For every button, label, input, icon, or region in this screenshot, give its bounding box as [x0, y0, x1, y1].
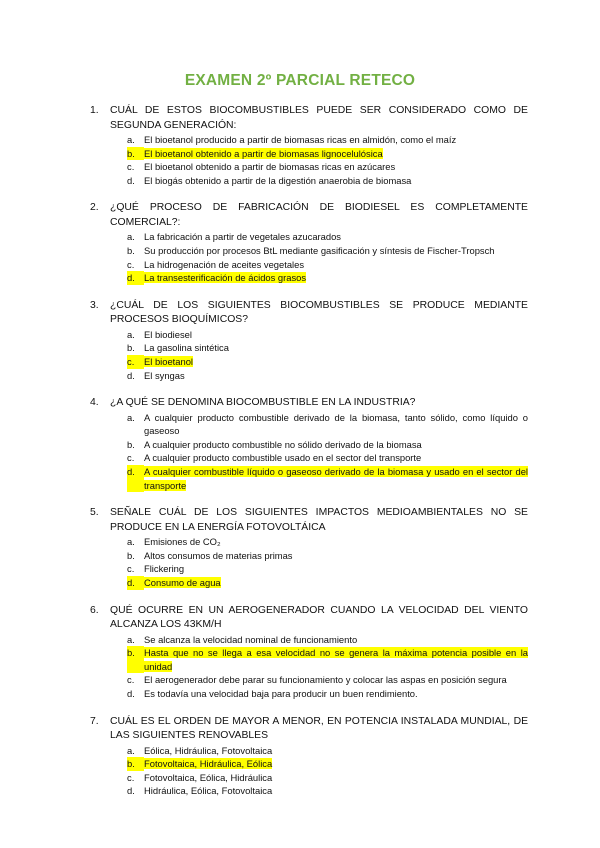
option-letter: a.	[127, 231, 135, 243]
option-letter: b.	[127, 438, 135, 450]
option-letter: a.	[127, 744, 135, 756]
answer-options	[127, 744, 528, 798]
question-text: SEÑALE CUÁL DE LOS SIGUIENTES IMPACTOS MEDIOAMBIENTALES NO SE PRODUCE EN LA ENERGÍA FOTOVOLTÁICA	[110, 507, 528, 533]
option-text: Hidráulica, Eólica, Fotovoltaica	[144, 785, 273, 797]
option-letter: d.	[127, 465, 144, 492]
option-text: A cualquier producto combustible derivado de la biomasa, tanto sólido, como líquido o gaseoso	[144, 411, 528, 437]
option-text: La hidrogenación de aceites vegetales	[144, 258, 305, 270]
option-text-wrap	[144, 451, 528, 465]
option-text-wrap	[144, 633, 528, 647]
answer-option	[127, 230, 528, 244]
answer-option	[127, 673, 528, 687]
option-letter: c.	[127, 563, 135, 575]
option-text: El bioetanol obtenido a partir de biomasas ricas en azúcares	[144, 161, 396, 173]
option-text-wrap	[144, 687, 528, 701]
option-letter: c.	[127, 771, 135, 783]
option-text: El aerogenerador debe parar su funcionamiento y colocar las aspas en posición segura	[144, 674, 507, 686]
option-text: El syngas	[144, 369, 185, 381]
answer-option	[127, 147, 528, 161]
question-text: ¿CUÁL DE LOS SIGUIENTES BIOCOMBUSTIBLES SE PRODUCE MEDIANTE PROCESOS BIOQUÍMICOS?	[110, 299, 528, 326]
option-text-wrap	[144, 784, 528, 798]
option-text: A cualquier producto combustible usado en el sector del transporte	[144, 452, 422, 464]
option-text: Emisiones de CO₂	[144, 536, 221, 548]
answer-options	[127, 633, 528, 701]
option-text: La gasolina sintética	[144, 342, 229, 354]
answer-option	[127, 271, 528, 285]
answer-option	[127, 438, 528, 452]
option-letter: b.	[127, 147, 144, 161]
page-title: EXAMEN 2º PARCIAL RETECO	[184, 72, 416, 89]
answer-option	[127, 369, 528, 383]
option-text: Fotovoltaica, Eólica, Hidráulica	[144, 771, 273, 783]
answer-option	[127, 576, 528, 590]
question-row	[90, 506, 528, 535]
answer-option	[127, 258, 528, 272]
question-1	[90, 104, 528, 187]
option-text-wrap	[144, 258, 528, 272]
option-text: El bioetanol producido a partir de biomasas ricas en almidón, como el maíz	[144, 134, 457, 145]
option-letter: d.	[127, 174, 135, 186]
question-row	[90, 604, 528, 633]
option-text: Es todavía una velocidad baja para producir un buen rendimiento.	[144, 687, 418, 699]
answer-options	[127, 411, 528, 493]
question-number: 4.	[90, 397, 99, 409]
question-text: ¿QUÉ PROCESO DE FABRICACIÓN DE BIODIESEL ES COMPLETAMENTE COMERCIAL?:	[110, 202, 528, 228]
question-text: CUÁL DE ESTOS BIOCOMBUSTIBLES PUEDE SER CONSIDERADO COMO DE SEGUNDA GENERACIÓN:	[110, 105, 528, 131]
answer-options	[127, 535, 528, 589]
option-letter: c.	[127, 258, 135, 270]
highlighted-correct-answer: Hasta que no se llega a esa velocidad no se genera la máxima potencia posible en la unidad	[144, 647, 528, 672]
question-number: 3.	[90, 299, 99, 311]
question-row	[90, 201, 528, 230]
option-text-wrap	[144, 230, 528, 244]
option-text-wrap	[144, 771, 528, 785]
question-list	[90, 104, 528, 798]
answer-option	[127, 465, 528, 492]
highlighted-correct-answer: El bioetanol	[144, 355, 193, 367]
option-text-wrap	[144, 328, 528, 342]
option-letter: c.	[127, 452, 135, 464]
option-letter: b.	[127, 757, 144, 771]
option-text-wrap	[144, 341, 528, 355]
answer-option	[127, 646, 528, 673]
answer-option	[127, 244, 528, 258]
answer-options	[127, 328, 528, 382]
option-letter: a.	[127, 536, 135, 548]
option-text-wrap	[144, 576, 528, 590]
question-row	[90, 299, 528, 328]
answer-option	[127, 133, 528, 147]
question-4	[90, 396, 528, 492]
option-text: Flickering	[144, 563, 185, 575]
option-text-wrap	[144, 355, 528, 369]
answer-option	[127, 771, 528, 785]
option-text-wrap	[144, 438, 528, 452]
answer-option	[127, 341, 528, 355]
question-3	[90, 299, 528, 382]
answer-option	[127, 562, 528, 576]
option-text-wrap	[144, 244, 528, 258]
option-text-wrap	[144, 369, 528, 383]
question-text: ¿A QUÉ SE DENOMINA BIOCOMBUSTIBLE EN LA INDUSTRIA?	[110, 397, 416, 409]
option-text-wrap	[144, 174, 528, 188]
question-5	[90, 506, 528, 589]
question-row	[90, 715, 528, 744]
option-text-wrap	[144, 133, 528, 147]
option-text: Altos consumos de materias primas	[144, 549, 293, 561]
option-text-wrap	[144, 147, 528, 161]
option-letter: d.	[127, 271, 144, 285]
highlighted-correct-answer: Consumo de agua	[144, 576, 221, 588]
answer-option	[127, 687, 528, 701]
option-text: Se alcanza la velocidad nominal de funcionamiento	[144, 633, 358, 645]
highlighted-correct-answer: Fotovoltaica, Hidráulica, Eólica	[144, 758, 273, 770]
option-letter: b.	[127, 342, 135, 354]
answer-option	[127, 784, 528, 798]
question-text: QUÉ OCURRE EN UN AEROGENERADOR CUANDO LA VELOCIDAD DEL VIENTO ALCANZA LOS 43KM/H	[110, 604, 528, 631]
answer-options	[127, 133, 528, 187]
answer-option	[127, 451, 528, 465]
option-text: Eólica, Hidráulica, Fotovoltaica	[144, 744, 273, 756]
option-letter: a.	[127, 328, 135, 340]
question-6	[90, 604, 528, 701]
highlighted-correct-answer: La transesterificación de ácidos grasos	[144, 272, 307, 284]
answer-options	[127, 230, 528, 284]
option-letter: c.	[127, 674, 135, 686]
option-letter: d.	[127, 785, 135, 797]
option-letter: a.	[127, 633, 135, 645]
question-row	[90, 104, 528, 133]
option-letter: a.	[127, 134, 135, 145]
highlighted-correct-answer: A cualquier combustible líquido o gaseoso derivado de la biomasa y usado en el sector del transporte	[144, 466, 528, 491]
question-number: 2.	[90, 202, 99, 214]
option-letter: c.	[127, 355, 144, 369]
option-letter: b.	[127, 646, 144, 673]
answer-option	[127, 535, 528, 549]
option-text-wrap	[144, 646, 528, 673]
option-letter: d.	[127, 576, 144, 590]
option-text-wrap	[144, 757, 528, 771]
answer-option	[127, 174, 528, 188]
question-7	[90, 715, 528, 798]
question-number: 6.	[90, 604, 99, 616]
option-letter: d.	[127, 369, 135, 381]
question-number: 5.	[90, 507, 99, 519]
answer-option	[127, 160, 528, 174]
option-letter: c.	[127, 161, 135, 173]
answer-option	[127, 633, 528, 647]
option-text-wrap	[144, 160, 528, 174]
option-letter: b.	[127, 549, 135, 561]
option-text-wrap	[144, 549, 528, 563]
highlighted-correct-answer: El bioetanol obtenido a partir de biomasas lignocelulósica	[144, 147, 383, 159]
answer-option	[127, 549, 528, 563]
answer-option	[127, 744, 528, 758]
question-text: CUÁL ES EL ORDEN DE MAYOR A MENOR, EN POTENCIA INSTALADA MUNDIAL, DE LAS SIGUIENTES RENOVABLES	[110, 715, 528, 742]
option-text-wrap	[144, 673, 528, 687]
option-text: El biodiesel	[144, 328, 192, 340]
option-text-wrap	[144, 411, 528, 438]
option-text-wrap	[144, 744, 528, 758]
answer-option	[127, 328, 528, 342]
option-letter: b.	[127, 244, 135, 256]
option-text: Su producción por procesos BtL mediante gasificación y síntesis de Fischer-Tropsch	[144, 244, 495, 256]
answer-option	[127, 411, 528, 438]
option-text-wrap	[144, 535, 528, 549]
option-letter: a.	[127, 411, 135, 423]
option-text-wrap	[144, 465, 528, 492]
answer-option	[127, 355, 528, 369]
question-number: 7.	[90, 715, 99, 727]
question-2	[90, 201, 528, 284]
option-text-wrap	[144, 562, 528, 576]
option-text-wrap	[144, 271, 528, 285]
option-text: A cualquier producto combustible no sólido derivado de la biomasa	[144, 438, 422, 450]
question-number: 1.	[90, 105, 99, 116]
answer-option	[127, 757, 528, 771]
question-row	[90, 396, 528, 411]
option-letter: d.	[127, 687, 135, 699]
option-text: El biogás obtenido a partir de la digestión anaerobia de biomasa	[144, 174, 412, 186]
option-text: La fabricación a partir de vegetales azucarados	[144, 231, 341, 243]
